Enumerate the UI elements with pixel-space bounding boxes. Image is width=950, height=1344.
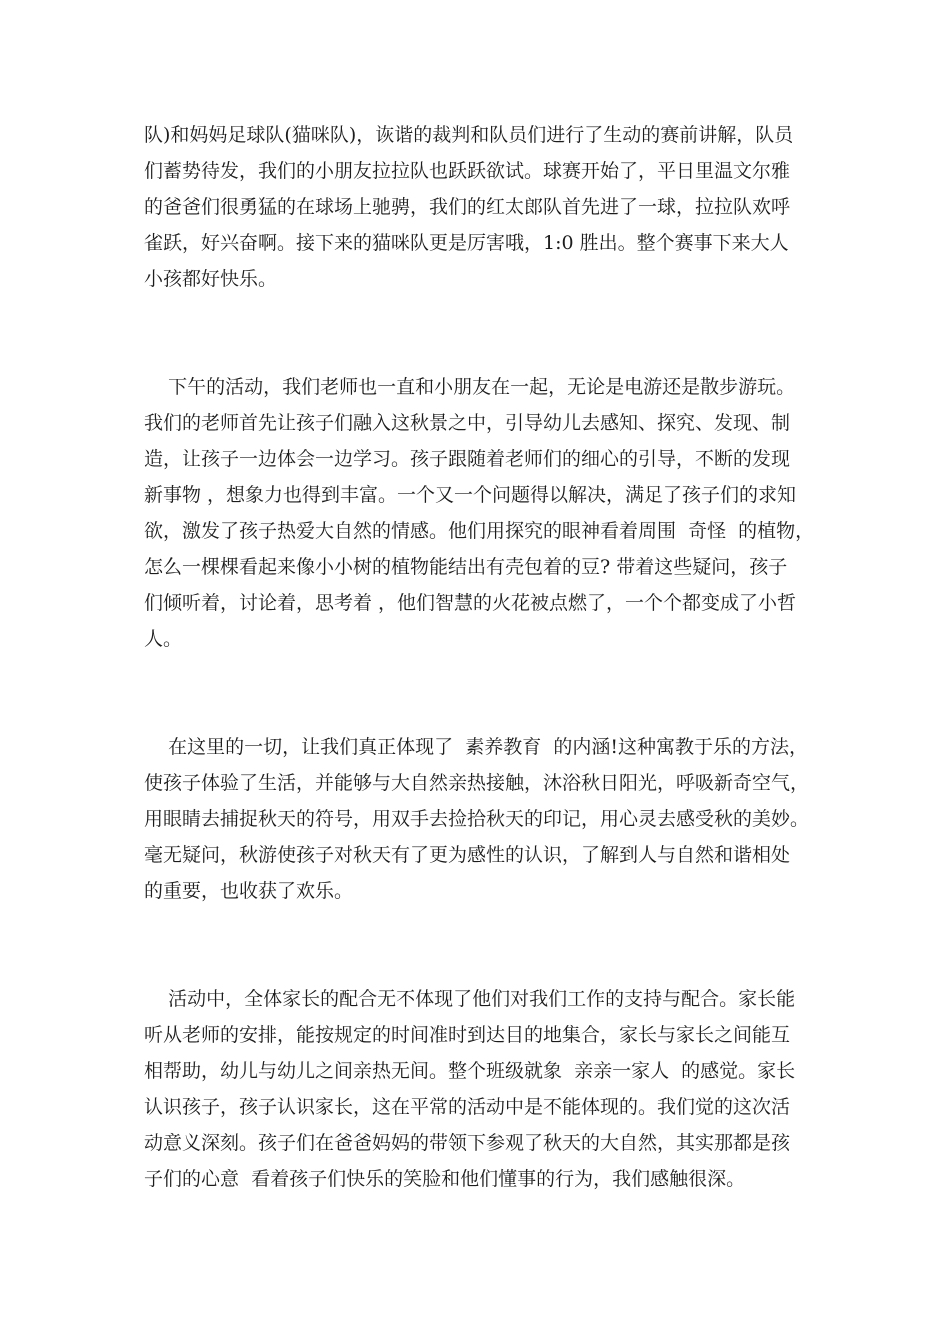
text-line: 使孩子体验了生活，并能够与大自然亲热接触，沐浴秋日阳光，呼吸新奇空气， — [144, 772, 810, 794]
paragraph-parents-cooperation — [144, 981, 824, 1197]
paragraph-football-match — [144, 117, 824, 297]
text-line: 动意义深刻。孩子们在爸爸妈妈的带领下参观了秋天的大自然，其实那都是孩 — [144, 1132, 791, 1154]
text-line: 怎么一棵棵看起来像小小树的植物能结出有壳包着的豆? 带着这些疑问，孩子 — [144, 556, 788, 578]
text-line: 队)和妈妈足球队(猫咪队)，诙谐的裁判和队员们进行了生动的赛前讲解，队员 — [144, 124, 794, 146]
text-line: 用眼睛去捕捉秋天的符号，用双手去捡拾秋天的印记，用心灵去感受秋的美妙。 — [144, 808, 810, 830]
text-line: 子们的心意 看着孩子们快乐的笑脸和他们懂事的行为，我们感触很深。 — [144, 1168, 746, 1190]
text-line: 欲，激发了孩子热爱大自然的情感。他们用探究的眼神看着周围 奇怪 的植物， — [144, 520, 815, 542]
text-line: 相帮助，幼儿与幼儿之间亲热无间。整个班级就象 亲亲一家人 的感觉。家长 — [144, 1060, 796, 1082]
text-line: 在这里的一切，让我们真正体现了 素养教育 的内涵!这种寓教于乐的方法， — [144, 736, 808, 758]
text-line: 的重要，也收获了欢乐。 — [144, 880, 354, 902]
text-line: 下午的活动，我们老师也一直和小朋友在一起，无论是电游还是散步游玩。 — [144, 376, 796, 398]
text-line: 听从老师的安排，能按规定的时间准时到达目的地集合，家长与家长之间能互 — [144, 1024, 791, 1046]
text-line: 们蓄势待发，我们的小朋友拉拉队也跃跃欲试。球赛开始了，平日里温文尔雅 — [144, 160, 791, 182]
text-line: 毫无疑问，秋游使孩子对秋天有了更为感性的认识，了解到人与自然和谐相处 — [144, 844, 791, 866]
paragraph-quality-education — [144, 729, 824, 909]
text-line: 认识孩子，孩子认识家长，这在平常的活动中是不能体现的。我们觉的这次活 — [144, 1096, 791, 1118]
paragraph-afternoon-activity — [144, 369, 824, 657]
text-line: 我们的老师首先让孩子们融入这秋景之中，引导幼儿去感知、探究、发现、制 — [144, 412, 791, 434]
text-line: 雀跃，好兴奋啊。接下来的猫咪队更是厉害哦，1:0 胜出。整个赛事下来大人 — [144, 232, 789, 254]
text-line: 新事物 ，想象力也得到丰富。一个又一个问题得以解决，满足了孩子们的求知 — [144, 484, 797, 506]
text-line: 活动中，全体家长的配合无不体现了他们对我们工作的支持与配合。家长能 — [144, 988, 796, 1010]
text-line: 的爸爸们很勇猛的在球场上驰骋，我们的红太郎队首先进了一球，拉拉队欢呼 — [144, 196, 791, 218]
text-line: 小孩都好快乐。 — [144, 268, 278, 290]
text-line: 们倾听着，讨论着，思考着 ，他们智慧的火花被点燃了，一个个都变成了小哲 — [144, 592, 797, 614]
text-line: 人。 — [144, 628, 183, 650]
text-line: 造，让孩子一边体会一边学习。孩子跟随着老师们的细心的引导，不断的发现 — [144, 448, 791, 470]
